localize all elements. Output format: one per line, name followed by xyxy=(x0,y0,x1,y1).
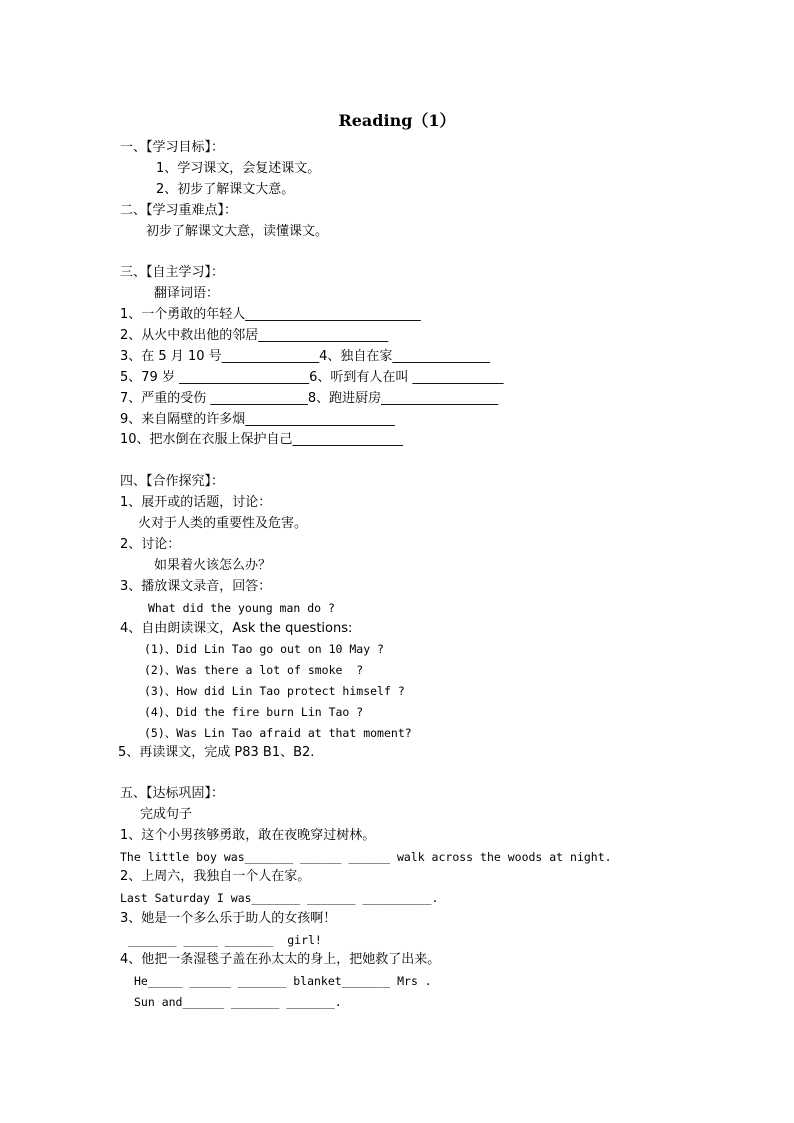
question-1-detail: 火对于人类的重要性及危害。 xyxy=(138,516,308,531)
exercise-2-chinese: 2、上周六，我独自一个人在家。 xyxy=(120,869,311,884)
objective-item: 2、初步了解课文大意。 xyxy=(156,182,295,197)
reading-question: (4)、Did the fire burn Lin Tao ? xyxy=(144,705,364,719)
objective-item: 1、学习课文，会复述课文。 xyxy=(156,161,321,176)
question-1: 1、展开或的话题，讨论： xyxy=(120,495,272,510)
translate-line: 5、79 岁 ____________________6、听到有人在叫 ______________ xyxy=(120,370,504,385)
reading-question: (2)、Was there a lot of smoke ? xyxy=(144,663,364,677)
section-5-heading: 五、【达标巩固】： xyxy=(120,786,225,801)
exercise-1-chinese: 1、这个小男孩够勇敢，敢在夜晚穿过树林。 xyxy=(120,828,376,843)
exercise-3-english: _______ _____ _______ girl! xyxy=(128,933,322,947)
translate-line-text: 1、一个勇敢的年轻人___________________________ xyxy=(120,307,421,322)
key-point-text: 初步了解课文大意，读懂课文。 xyxy=(146,224,329,239)
question-2-detail: 如果着火该怎么办？ xyxy=(154,558,272,573)
exercise-4-english: He_____ ______ _______ blanket_______ Mrs . xyxy=(134,974,432,988)
translate-line xyxy=(120,307,421,323)
translate-line: 10、把水倒在衣服上保护自己_________________ xyxy=(120,432,404,447)
exercise-2-english: Last Saturday I was_______ _______ __________. xyxy=(120,891,439,905)
section-4-heading: 四、【合作探究】： xyxy=(120,474,225,489)
reading-question: (5)、Was Lin Tao afraid at that moment? xyxy=(144,726,412,740)
exercise-4-english: Sun and______ _______ _______. xyxy=(134,995,342,1009)
section-3-heading: 三、【自主学习】： xyxy=(120,265,225,280)
translate-subheading: 翻译词语： xyxy=(154,286,220,301)
exercise-4-chinese: 4、他把一条湿毯子盖在孙太太的身上，把她救了出来。 xyxy=(120,952,441,967)
exercise-3-chinese: 3、她是一个多么乐于助人的女孩啊！ xyxy=(120,911,337,926)
question-4: 4、自由朗读课文，Ask the questions: xyxy=(120,621,353,636)
reading-question: (1)、Did Lin Tao go out on 10 May ? xyxy=(144,642,384,656)
question-3: 3、播放课文录音，回答： xyxy=(120,579,272,594)
reading-question: (3)、How did Lin Tao protect himself ? xyxy=(144,684,405,698)
translate-line: 9、来自隔壁的许多烟_______________________ xyxy=(120,412,395,427)
translate-line: 7、严重的受伤 _______________8、跑进厨房__________________ xyxy=(120,391,499,406)
translate-line: 2、从火中救出他的邻居____________________ xyxy=(120,328,389,343)
complete-sentences-subheading: 完成句子 xyxy=(140,807,193,822)
section-1-heading: 一、【学习目标】： xyxy=(120,140,225,155)
question-3-detail: What did the young man do ? xyxy=(148,601,335,615)
question-2: 2、讨论： xyxy=(120,537,181,552)
exercise-1-english: The little boy was_______ ______ ______ walk across the woods at night. xyxy=(120,850,612,864)
page-title: Reading（1） xyxy=(338,111,456,130)
translate-line: 3、在 5 月 10 号_______________4、独自在家_______________ xyxy=(120,349,490,364)
section-2-heading: 二、【学习重难点】： xyxy=(120,203,238,218)
question-5: 5、再读课文，完成 P83 B1、B2. xyxy=(118,745,315,760)
